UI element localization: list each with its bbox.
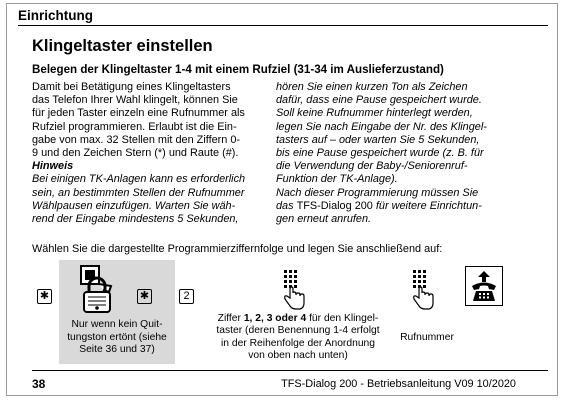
digit-caption-digits: 1, 2, 3 oder 4 — [243, 313, 307, 324]
continuation-paragraph: hören Sie einen kurzen Ton als Zeichen dafür, dass eine Pause gespeichert wurde. — [276, 81, 482, 107]
rufnummer-caption: Rufnummer — [400, 332, 454, 343]
after-prefix: Nach dieser Programmierung müssen Sie das — [276, 186, 479, 212]
digit-caption-prefix: Ziffer — [217, 313, 244, 324]
hint-paragraph: Bei einigen TK-Anlagen kann es erforderlich sein, an bestimmten Stellen der Rufnummer Wählpausen einzufügen. Warten Sie wäh- rend der Eingabe mindestens 5 Sekunden, — [32, 173, 246, 226]
footer-rule — [32, 370, 548, 371]
digit-2-key: 2 — [179, 289, 194, 304]
digit-caption-suffix: für den Klingel- taster (deren Benennung 1-4 erfolgt in der Reihenfolge der Anordnung von oben nach unten) — [216, 313, 380, 362]
digit-caption — [205, 313, 391, 363]
hang-up-phone-icon — [465, 266, 503, 306]
pause-paragraph: Soll keine Rufnummer hinterlegt werden, legen Sie nach Eingabe der Nr. des Klingel- tasters auf – oder warten Sie 5 Sekunden, bis eine Pause gespeichert wurde (z. B. für die Verwendung der Baby-/Seniorenruf- Funktion der TK-Anlage). — [276, 107, 487, 186]
instruction-text: Wählen Sie die dargestellte Programmierziffernfolge und legen Sie anschließend auf: — [32, 243, 443, 255]
keypad-hand-icon — [281, 270, 307, 315]
left-column — [32, 81, 264, 226]
footer-text: TFS-Dialog 200 - Betriebsanleitung V09 10/2020 — [281, 378, 516, 390]
star-key-optional: ✱ — [137, 289, 152, 304]
product-name: TFS-Dialog 200 — [296, 199, 373, 212]
section-header: Einrichtung — [18, 8, 548, 26]
star-key: ✱ — [37, 289, 52, 304]
page-title: Klingeltaster einstellen — [32, 37, 213, 55]
optional-step-caption: Nur wenn kein Quit- tungston ertönt (siehe Seite 36 und 37) — [67, 319, 167, 356]
page-number: 38 — [32, 377, 46, 391]
hint-heading: Hinweis — [32, 160, 74, 173]
after-suffix: für weitere Einrichtun- gen erneut anrufen. — [276, 199, 482, 226]
after-programming-paragraph — [276, 187, 512, 227]
lock-icon — [77, 264, 117, 319]
keypad-hand-icon — [410, 270, 436, 315]
subtitle: Belegen der Klingeltaster 1-4 mit einem Rufziel (31-34 im Auslieferzustand) — [32, 63, 444, 76]
right-column — [276, 81, 512, 226]
intro-paragraph: Damit bei Betätigung eines Klingeltasters das Telefon Ihrer Wahl klingelt, können Sie für jeden Taster einzeln eine Rufnummer als Rufziel programmieren. Erlaubt ist die Ein- gabe von max. 32 Stellen mit den Ziffern 0- 9 und den Zeichen Stern (*) und Raute (#). — [32, 81, 245, 160]
